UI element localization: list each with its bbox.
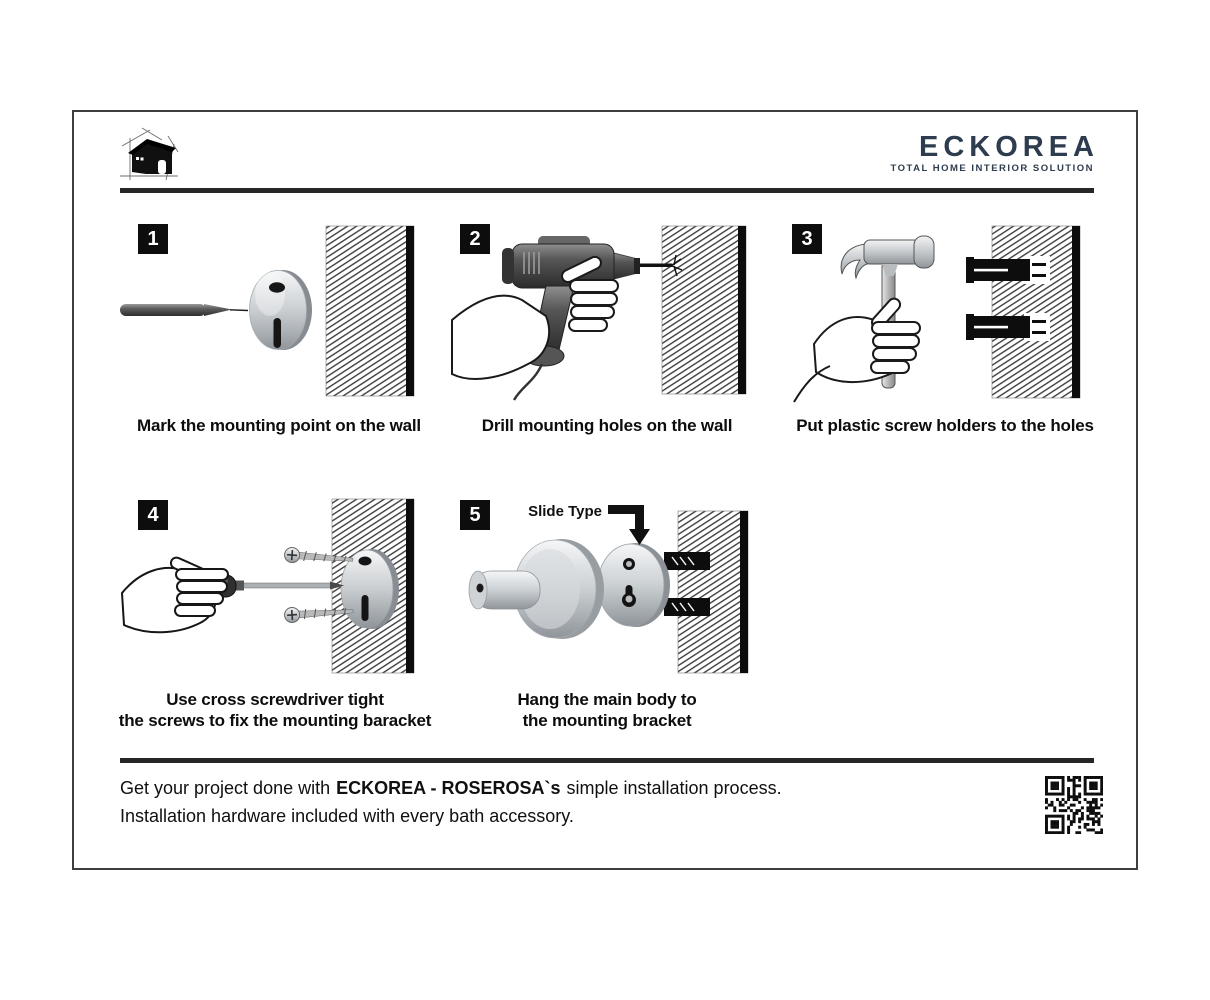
step-5-caption-line-2: the mounting bracket: [522, 711, 692, 730]
footer-line-2: Installation hardware included with every bath accessory.: [120, 806, 574, 826]
wall-section: [678, 511, 748, 673]
brand-tagline: TOTAL HOME INTERIOR SOLUTION: [890, 163, 1094, 174]
wall-section: [326, 226, 414, 396]
step-3-illustration: [786, 224, 1100, 406]
step-3-caption: Put plastic screw holders to the holes: [796, 416, 1094, 435]
step-3-number-badge: 3: [792, 224, 822, 254]
mounting-bracket-icon: [250, 270, 313, 350]
step-2-number-badge: 2: [460, 224, 490, 254]
mounting-bracket-icon: [598, 543, 670, 627]
pencil-icon: [120, 304, 248, 316]
footer-line-1-prefix: Get your project done with: [120, 778, 331, 798]
step-2-caption: Drill mounting holes on the wall: [481, 416, 733, 435]
step-4-number-badge: 4: [138, 500, 168, 530]
wall-anchor-icon: [966, 313, 1050, 341]
wall-section: [662, 226, 746, 394]
step-1-caption: Mark the mounting point on the wall: [137, 416, 421, 435]
footer-brand-text: ECKOREA - ROSEROSA`s: [336, 778, 561, 798]
house-sketch-logo-icon: [116, 126, 182, 182]
wall-section: [992, 226, 1080, 398]
hand: [794, 296, 920, 402]
step-5-number-badge: 5: [460, 500, 490, 530]
step-4-caption-line-1: Use cross screwdriver tight: [166, 690, 384, 709]
footer-line-1-suffix: simple installation process.: [566, 778, 782, 798]
main-body-icon: [469, 539, 604, 639]
step-2-illustration: [450, 224, 762, 402]
step-4-caption-line-2: the screws to fix the mounting baracket: [118, 711, 432, 730]
step-5-caption-line-1: Hang the main body to: [517, 690, 697, 709]
footer-rule: [120, 758, 1094, 763]
brand-name: ECKOREA: [918, 131, 1099, 163]
instruction-sheet: [72, 110, 1138, 870]
brand-logo: [890, 131, 1099, 174]
slide-type-label: Slide Type: [528, 503, 602, 520]
step-4-caption: [110, 689, 440, 731]
step-1-number-badge: 1: [138, 224, 168, 254]
step-5-illustration: [450, 497, 764, 685]
hand: [122, 556, 228, 632]
header-rule: [120, 188, 1094, 193]
footer-line-1: [120, 778, 782, 799]
down-arrow-icon: [608, 505, 650, 545]
step-5-caption: [452, 689, 762, 731]
wall-anchor-icon: [966, 256, 1050, 284]
qr-code: [1045, 776, 1103, 834]
